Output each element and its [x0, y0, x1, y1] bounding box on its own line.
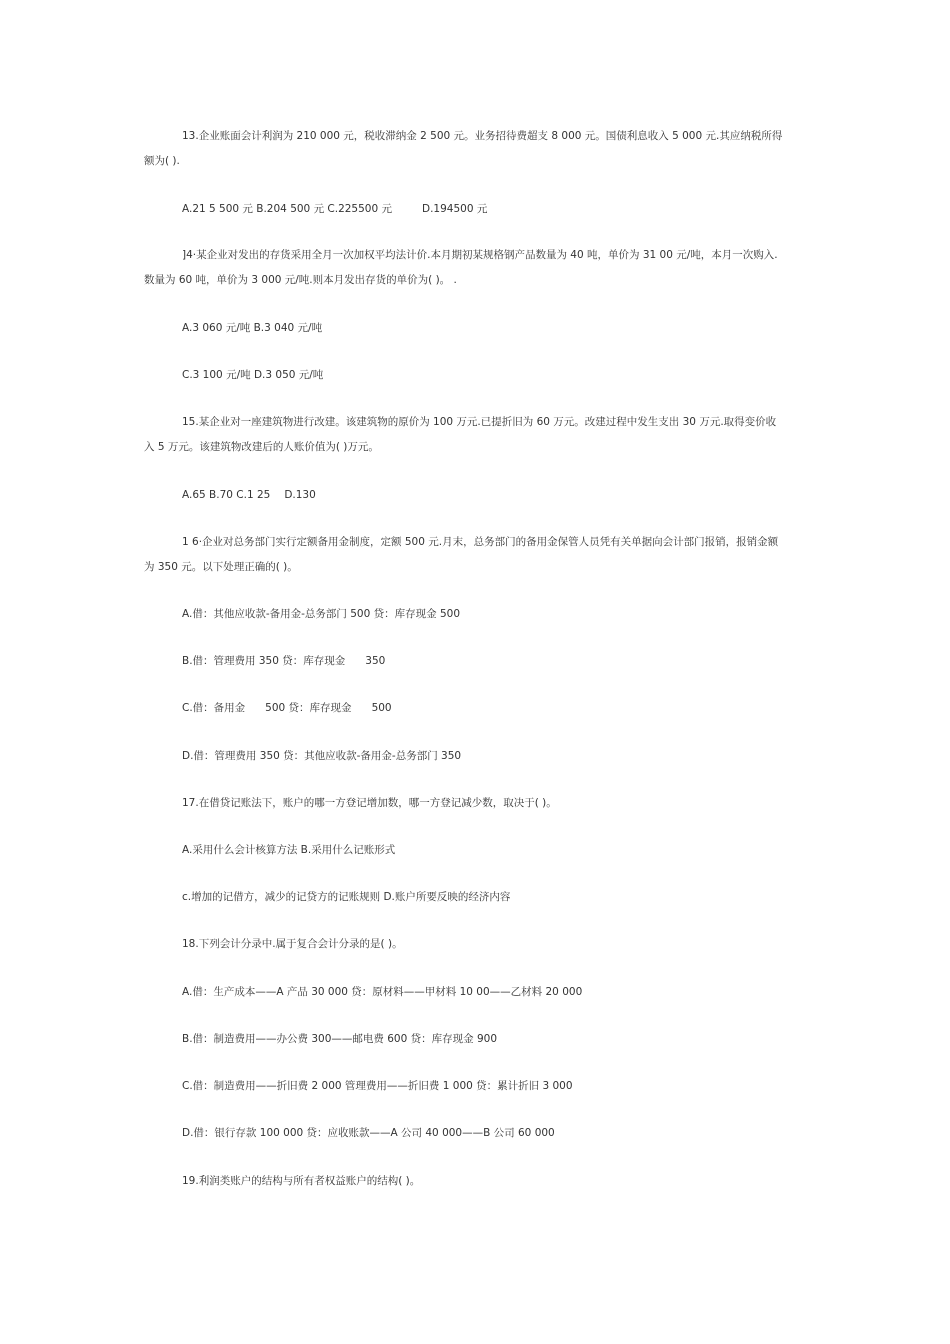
question-16-stem-line1: 1 6·企业对总务部门实行定额备用金制度，定额 500 元.月末，总务部门的备用金保管人员凭有关单据向会计部门报销，报销金额 — [182, 536, 779, 548]
question-14 — [144, 248, 808, 287]
question-14-options-cd: C.3 100 元/吨 D.3 050 元/吨 — [182, 369, 324, 381]
question-14-options-ab: A.3 060 元/吨 B.3 040 元/吨 — [182, 322, 323, 334]
question-16-option-d: D.借：管理费用 350 贷：其他应收款-备用金-总务部门 350 — [182, 750, 462, 762]
question-14-stem-line1: ]4·某企业对发出的存货采用全月一次加权平均法计价.本月期初某规格钢产品数量为 40 吨，单价为 31 00 元/吨，本月一次购入. — [182, 249, 778, 261]
question-18-option-c: C.借：制造费用——折旧费 2 000 管理费用——折旧费 1 000 贷：累计折旧 3 000 — [182, 1080, 573, 1092]
question-16-option-c-debit: C.借：备用金 — [182, 702, 246, 714]
question-16-option-c-amount: 500 — [371, 702, 392, 714]
question-15-options-abc: A.65 B.70 C.1 25 — [182, 489, 271, 501]
question-15-stem-line2: 入 5 万元。该建筑物改建后的人账价值为( )万元。 — [144, 441, 379, 453]
question-16-option-c-credit: 500 贷：库存现金 — [265, 702, 352, 714]
question-17-options-ab: A.采用什么会计核算方法 B.采用什么记账形式 — [182, 844, 396, 856]
question-16-option-c — [182, 701, 846, 715]
question-15-options — [182, 488, 846, 502]
question-17-stem: 17.在借贷记账法下，账户的哪一方登记增加数，哪一方登记减少数，取决于( )。 — [182, 797, 557, 809]
question-16 — [144, 535, 808, 574]
question-16-stem-line2: 为 350 元。以下处理正确的( )。 — [144, 561, 298, 573]
question-13 — [144, 129, 808, 168]
question-13-option-d: D.194500 元 — [422, 203, 488, 215]
question-16-option-b-amount: 350 — [365, 655, 386, 667]
question-18-option-d: D.借：银行存款 100 000 贷：应收账款——A 公司 40 000——B 公司 60 000 — [182, 1127, 555, 1139]
question-19-stem: 19.利润类账户的结构与所有者权益账户的结构( )。 — [182, 1175, 421, 1187]
question-16-option-a: A.借：其他应收款-备用金-总务部门 500 贷：库存现金 500 — [182, 608, 461, 620]
question-16-option-b — [182, 654, 846, 668]
question-15-option-d: D.130 — [284, 489, 316, 501]
question-18-stem: 18.下列会计分录中.属于复合会计分录的是( )。 — [182, 938, 403, 950]
question-13-options — [182, 202, 846, 216]
question-13-options-abc: A.21 5 500 元 B.204 500 元 C.225500 元 — [182, 203, 392, 215]
question-14-stem-line2: 数量为 60 吨，单价为 3 000 元/吨.则本月发出存货的单价为( )。 . — [144, 274, 457, 286]
question-13-stem-line1: 13.企业账面会计利润为 210 000 元，税收滞纳金 2 500 元。业务招待费超支 8 000 元。国债利息收入 5 000 元.其应纳税所得 — [182, 130, 783, 142]
question-16-option-b-entry: B.借：管理费用 350 贷：库存现金 — [182, 655, 346, 667]
question-13-stem-line2: 额为( ). — [144, 155, 180, 167]
question-18-option-a: A.借：生产成本——A 产品 30 000 贷：原材料——甲材料 10 00——乙材料 20 000 — [182, 986, 583, 998]
question-15-stem-line1: 15.某企业对一座建筑物进行改建。该建筑物的原价为 100 万元.已提折旧为 60 万元。改建过程中发生支出 30 万元.取得变价收 — [182, 416, 777, 428]
question-15 — [144, 415, 808, 454]
question-18-option-b: B.借：制造费用——办公费 300——邮电费 600 贷：库存现金 900 — [182, 1033, 498, 1045]
question-17-options-cd: c.增加的记借方，减少的记贷方的记账规则 D.账户所要反映的经济内容 — [182, 891, 511, 903]
